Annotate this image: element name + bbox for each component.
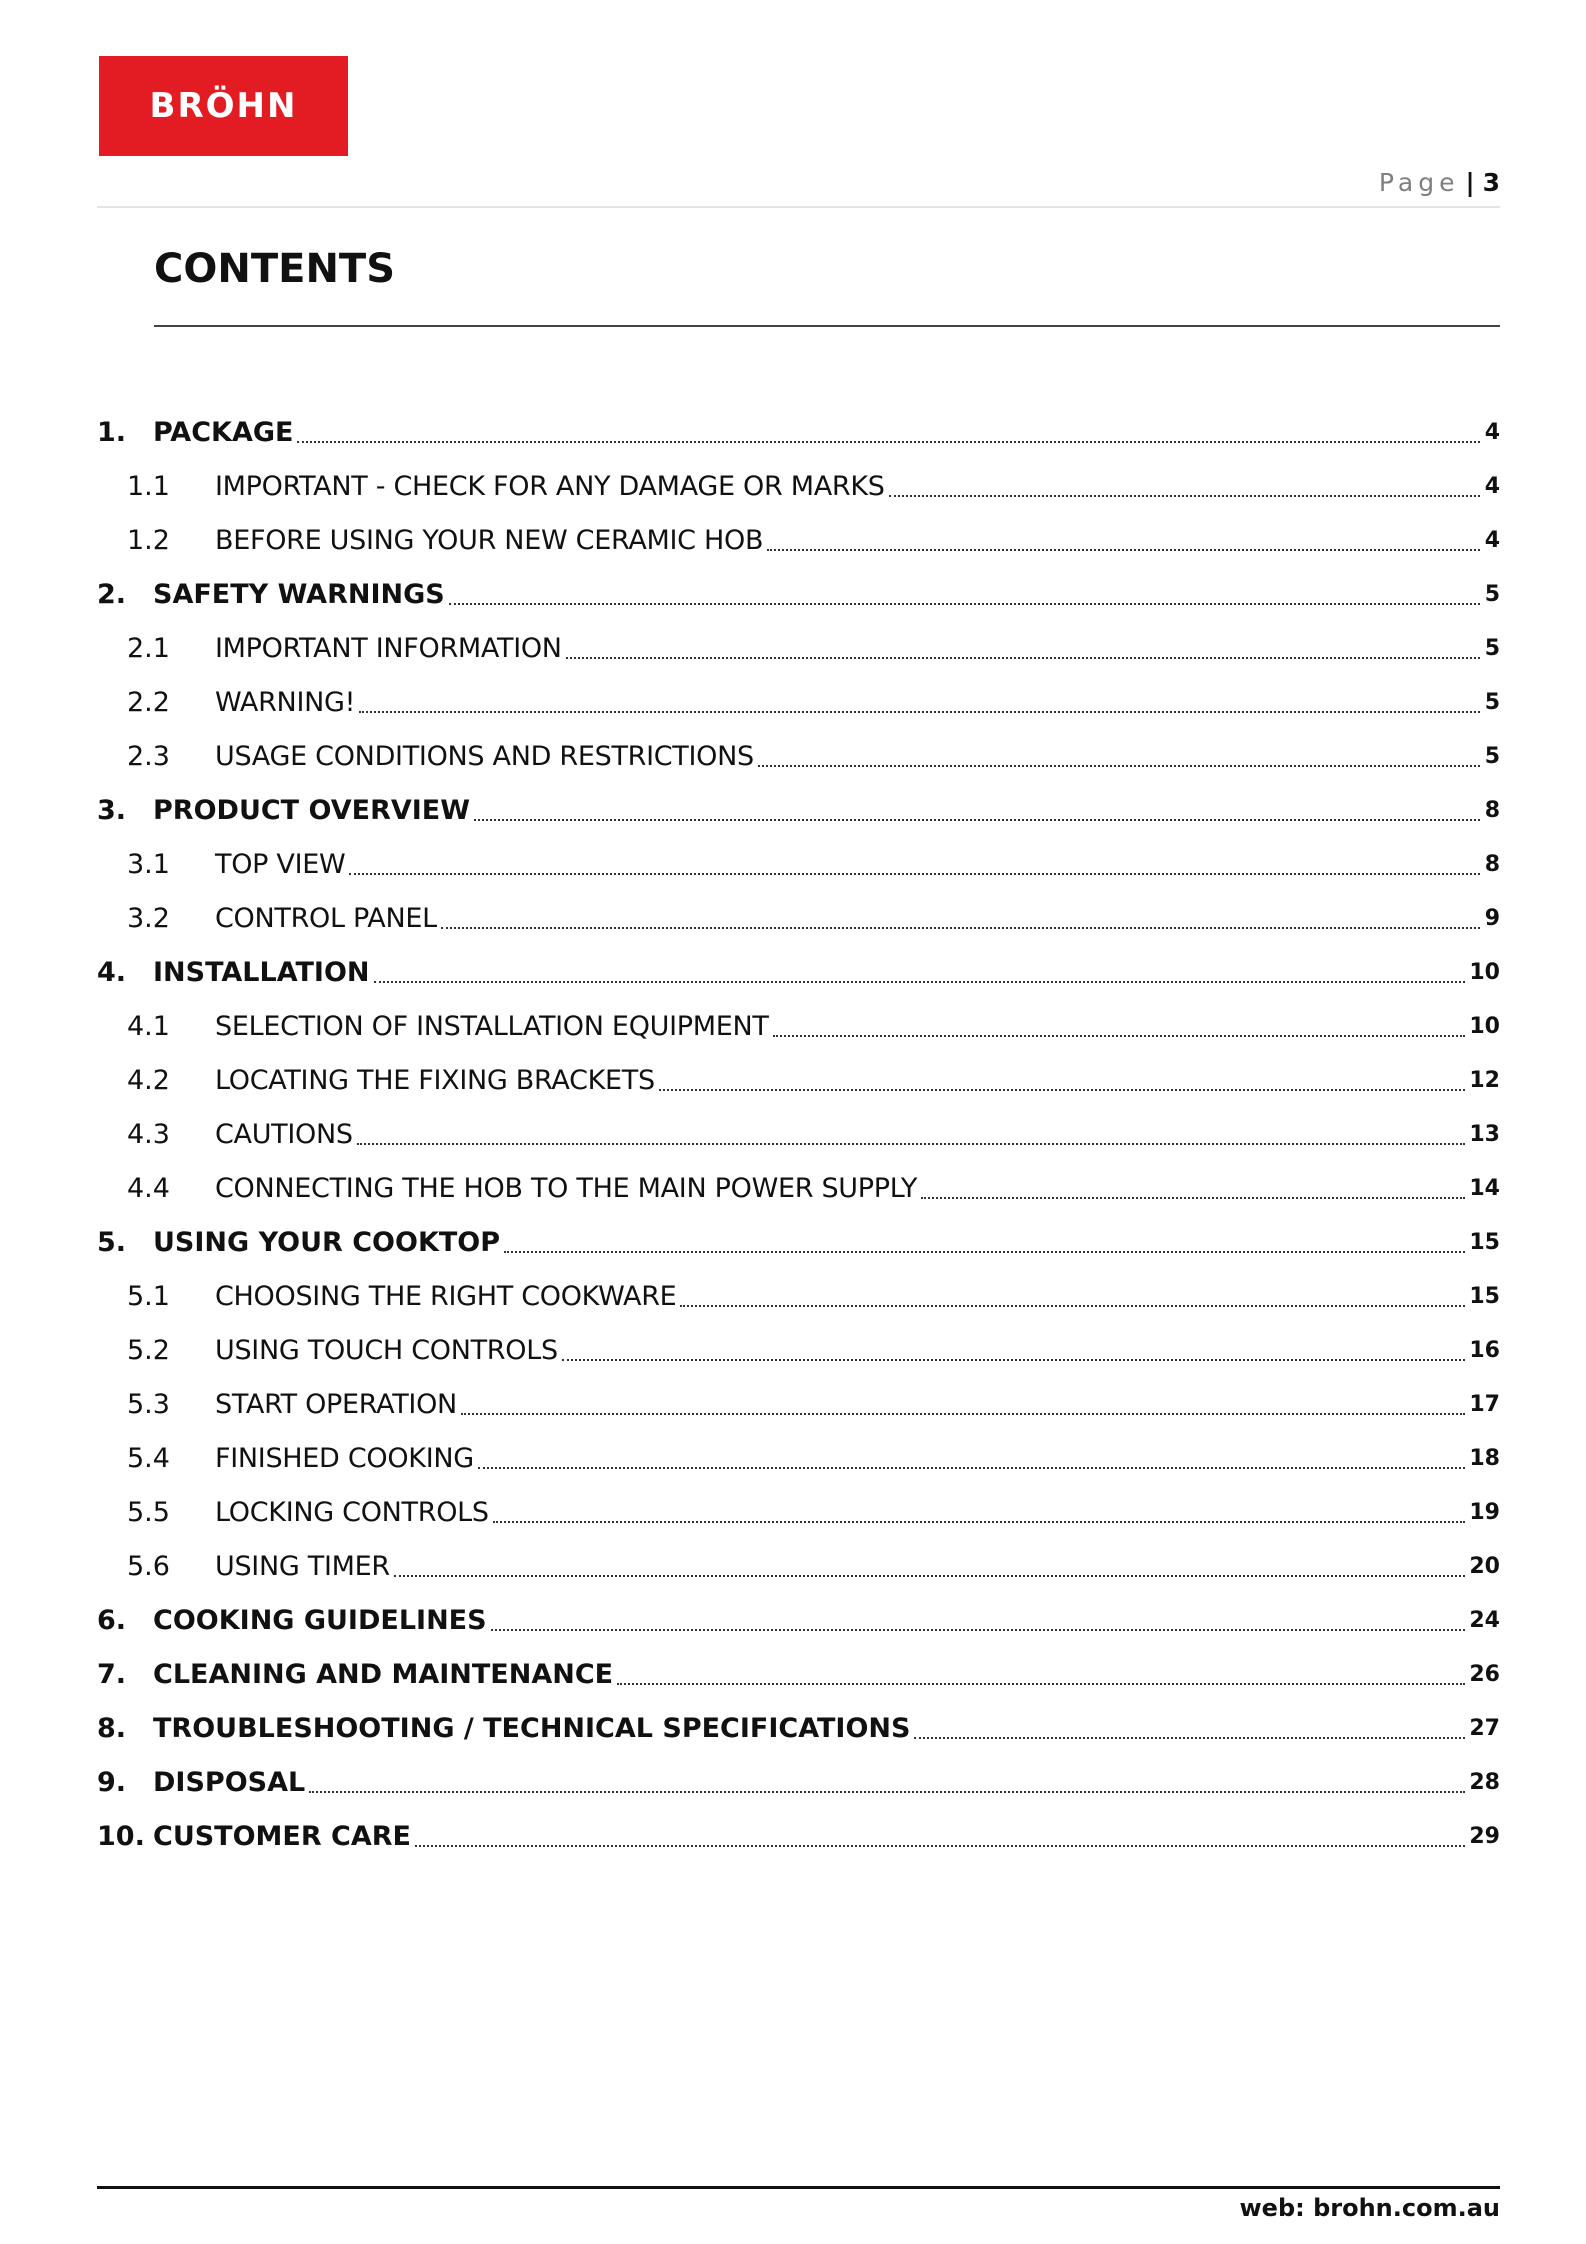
toc-dot-leader (921, 1197, 1465, 1199)
toc-subsection[interactable] (97, 459, 1500, 513)
toc-entry-page: 13 (1469, 1121, 1500, 1147)
toc-entry-page: 5 (1484, 581, 1500, 607)
header-divider (97, 206, 1500, 208)
toc-dot-leader (773, 1035, 1466, 1037)
toc-dot-leader (357, 1143, 1466, 1145)
toc-subsection[interactable] (97, 1431, 1500, 1485)
toc-subsection[interactable] (97, 837, 1500, 891)
toc-dot-leader (767, 549, 1480, 551)
toc-entry-number: 5.2 (127, 1334, 170, 1366)
toc-subsection[interactable] (97, 675, 1500, 729)
toc-dot-leader (659, 1089, 1466, 1091)
toc-entry-number: 1.1 (127, 470, 170, 502)
toc-subsection[interactable] (97, 1269, 1500, 1323)
toc-dot-leader (478, 1467, 1466, 1469)
toc-entry-page: 17 (1469, 1391, 1500, 1417)
toc-entry-number: 4.4 (127, 1172, 170, 1204)
toc-entry-page: 15 (1469, 1229, 1500, 1255)
toc-dot-leader (441, 927, 1480, 929)
page-number: 3 (1482, 168, 1500, 197)
toc-entry-title: IMPORTANT - CHECK FOR ANY DAMAGE OR MARKS (215, 470, 885, 502)
toc-dot-leader (359, 711, 1480, 713)
toc-entry-title: SELECTION OF INSTALLATION EQUIPMENT (215, 1010, 769, 1042)
toc-section[interactable] (97, 783, 1500, 837)
toc-section[interactable] (97, 1215, 1500, 1269)
toc-section[interactable] (97, 945, 1500, 999)
toc-entry-page: 9 (1484, 905, 1500, 931)
toc-entry-number: 3.2 (127, 902, 170, 934)
toc-entry-page: 8 (1484, 851, 1500, 877)
toc-dot-leader (889, 495, 1480, 497)
toc-entry-title: PACKAGE (153, 416, 294, 448)
toc-entry-title: CONTROL PANEL (215, 902, 437, 934)
toc-entry-title: USAGE CONDITIONS AND RESTRICTIONS (215, 740, 754, 772)
toc-entry-number: 5. (97, 1226, 127, 1258)
footer-divider (97, 2186, 1500, 2189)
toc-entry-number: 2.2 (127, 686, 170, 718)
toc-dot-leader (297, 441, 1480, 443)
toc-entry-title: LOCATING THE FIXING BRACKETS (215, 1064, 655, 1096)
toc-entry-title: CONNECTING THE HOB TO THE MAIN POWER SUPPLY (215, 1172, 918, 1204)
toc-dot-leader (914, 1737, 1465, 1739)
toc-entry-page: 4 (1484, 473, 1500, 499)
page-title: CONTENTS (154, 246, 396, 292)
toc-entry-page: 4 (1484, 419, 1500, 445)
toc-subsection[interactable] (97, 621, 1500, 675)
toc-dot-leader (504, 1251, 1465, 1253)
toc-entry-number: 4.1 (127, 1010, 170, 1042)
toc-entry-page: 10 (1469, 959, 1500, 985)
toc-dot-leader (309, 1791, 1465, 1793)
toc-entry-number: 8. (97, 1712, 127, 1744)
toc-subsection[interactable] (97, 1053, 1500, 1107)
toc-entry-number: 5.6 (127, 1550, 170, 1582)
toc-entry-page: 27 (1469, 1715, 1500, 1741)
toc-entry-title: USING YOUR COOKTOP (153, 1226, 501, 1258)
toc-entry-title: TOP VIEW (215, 848, 346, 880)
toc-entry-number: 9. (97, 1766, 127, 1798)
toc-subsection[interactable] (97, 1539, 1500, 1593)
toc-entry-number: 4.2 (127, 1064, 170, 1096)
toc-entry-title: FINISHED COOKING (215, 1442, 474, 1474)
toc-subsection[interactable] (97, 1485, 1500, 1539)
toc-dot-leader (374, 981, 1466, 983)
toc-entry-number: 4.3 (127, 1118, 170, 1150)
toc-dot-leader (461, 1413, 1465, 1415)
toc-entry-page: 5 (1484, 743, 1500, 769)
toc-entry-page: 26 (1469, 1661, 1500, 1687)
toc-entry-number: 7. (97, 1658, 127, 1690)
toc-entry-number: 1.2 (127, 524, 170, 556)
toc-entry-title: CUSTOMER CARE (153, 1820, 412, 1852)
toc-entry-number: 4. (97, 956, 127, 988)
toc-dot-leader (415, 1845, 1465, 1847)
toc-entry-title: START OPERATION (215, 1388, 457, 1420)
toc-entry-page: 29 (1469, 1823, 1500, 1849)
page-word: Page (1378, 168, 1460, 197)
toc-entry-title: IMPORTANT INFORMATION (215, 632, 562, 664)
toc-entry-page: 16 (1469, 1337, 1500, 1363)
toc-entry-page: 10 (1469, 1013, 1500, 1039)
toc-entry-title: CAUTIONS (215, 1118, 353, 1150)
toc-entry-number: 5.1 (127, 1280, 170, 1312)
toc-section[interactable] (97, 567, 1500, 621)
toc-entry-title: WARNING! (215, 686, 356, 718)
toc-subsection[interactable] (97, 1323, 1500, 1377)
toc-entry-title: SAFETY WARNINGS (153, 578, 445, 610)
toc-entry-number: 1. (97, 416, 127, 448)
toc-entry-page: 24 (1469, 1607, 1500, 1633)
toc-entry-number: 10. (97, 1820, 145, 1852)
toc-dot-leader (562, 1359, 1466, 1361)
toc-dot-leader (493, 1521, 1466, 1523)
table-of-contents (97, 405, 1500, 1863)
toc-entry-title: USING TIMER (215, 1550, 390, 1582)
toc-entry-page: 15 (1469, 1283, 1500, 1309)
page-separator: | (1465, 168, 1475, 197)
toc-entry-number: 6. (97, 1604, 127, 1636)
toc-entry-page: 8 (1484, 797, 1500, 823)
toc-subsection[interactable] (97, 729, 1500, 783)
toc-entry-number: 3.1 (127, 848, 170, 880)
toc-entry-page: 14 (1469, 1175, 1500, 1201)
toc-subsection[interactable] (97, 999, 1500, 1053)
toc-section[interactable] (97, 1647, 1500, 1701)
toc-entry-page: 18 (1469, 1445, 1500, 1471)
toc-entry-number: 5.3 (127, 1388, 170, 1420)
toc-section[interactable] (97, 405, 1500, 459)
toc-dot-leader (449, 603, 1480, 605)
title-divider (154, 325, 1500, 327)
page-number-header (1379, 168, 1500, 197)
toc-entry-page: 20 (1469, 1553, 1500, 1579)
toc-dot-leader (394, 1575, 1466, 1577)
toc-entry-title: TROUBLESHOOTING / TECHNICAL SPECIFICATIONS (153, 1712, 911, 1744)
toc-entry-title: BEFORE USING YOUR NEW CERAMIC HOB (215, 524, 764, 556)
toc-dot-leader (617, 1683, 1465, 1685)
toc-entry-page: 28 (1469, 1769, 1500, 1795)
footer-web-address: web: brohn.com.au (1239, 2194, 1500, 2222)
toc-entry-title: CLEANING AND MAINTENANCE (153, 1658, 614, 1690)
toc-section[interactable] (97, 1809, 1500, 1863)
toc-section[interactable] (97, 1701, 1500, 1755)
toc-subsection[interactable] (97, 1161, 1500, 1215)
toc-entry-title: USING TOUCH CONTROLS (215, 1334, 558, 1366)
toc-entry-number: 2.3 (127, 740, 170, 772)
toc-entry-page: 5 (1484, 689, 1500, 715)
toc-entry-title: PRODUCT OVERVIEW (153, 794, 471, 826)
toc-subsection[interactable] (97, 891, 1500, 945)
toc-section[interactable] (97, 1755, 1500, 1809)
toc-dot-leader (491, 1629, 1466, 1631)
toc-dot-leader (474, 819, 1480, 821)
toc-entry-page: 12 (1469, 1067, 1500, 1093)
toc-subsection[interactable] (97, 1107, 1500, 1161)
toc-dot-leader (349, 873, 1480, 875)
toc-entry-title: COOKING GUIDELINES (153, 1604, 487, 1636)
toc-entry-number: 5.5 (127, 1496, 170, 1528)
brand-logo-text: BRÖHN (149, 86, 298, 126)
toc-entry-title: LOCKING CONTROLS (215, 1496, 489, 1528)
toc-subsection[interactable] (97, 513, 1500, 567)
toc-entry-number: 3. (97, 794, 127, 826)
toc-entry-page: 19 (1469, 1499, 1500, 1525)
toc-entry-number: 2.1 (127, 632, 170, 664)
toc-entry-title: INSTALLATION (153, 956, 370, 988)
toc-entry-page: 4 (1484, 527, 1500, 553)
toc-dot-leader (758, 765, 1480, 767)
toc-entry-number: 2. (97, 578, 127, 610)
toc-section[interactable] (97, 1593, 1500, 1647)
brand-logo (99, 56, 348, 156)
toc-subsection[interactable] (97, 1377, 1500, 1431)
toc-dot-leader (680, 1305, 1465, 1307)
toc-entry-page: 5 (1484, 635, 1500, 661)
toc-entry-title: CHOOSING THE RIGHT COOKWARE (215, 1280, 677, 1312)
toc-entry-number: 5.4 (127, 1442, 170, 1474)
toc-dot-leader (566, 657, 1480, 659)
toc-entry-title: DISPOSAL (153, 1766, 306, 1798)
